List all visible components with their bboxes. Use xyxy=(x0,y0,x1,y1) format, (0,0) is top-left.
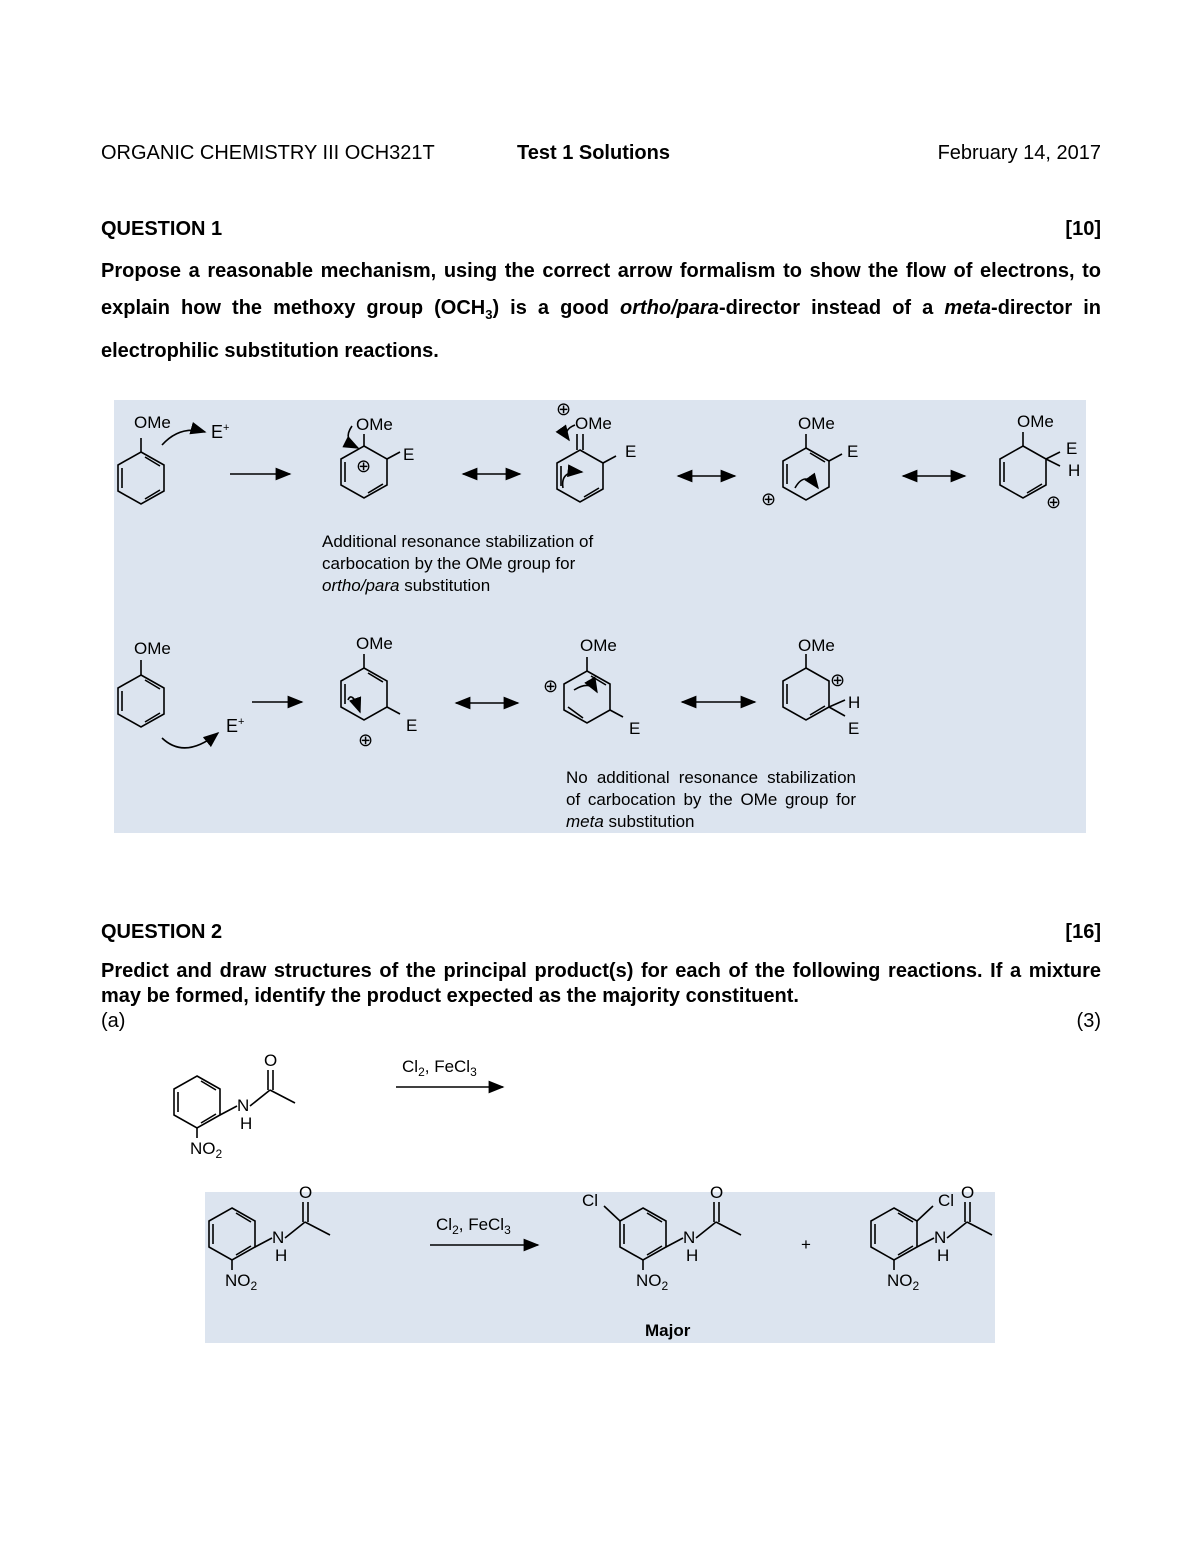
part-a-marks: (3) xyxy=(1076,1010,1101,1032)
document-date: February 14, 2017 xyxy=(937,142,1101,164)
question-2-label: QUESTION 2 xyxy=(101,921,223,943)
ortho-para-caption: Additional resonance stabilization of carbocation by the OMe group for ortho/para substitution xyxy=(322,532,594,595)
question-2-text: Predict and draw structures of the principal product(s) for each of the following reactions. If a mixture may be formed, identify the product expected as the majority constituent. xyxy=(101,960,1101,1007)
svg-text:NO2: $NO_2$ xyxy=(190,1139,223,1161)
svg-text:Cl: Cl xyxy=(938,1191,955,1210)
svg-text:N: N xyxy=(237,1096,250,1115)
svg-text:H: H xyxy=(240,1114,253,1133)
plus-sign: + xyxy=(801,1235,811,1254)
meta-caption: No additional resonance stabilization of carbocation by the OMe group for meta substitution xyxy=(566,768,856,831)
svg-text:N: N xyxy=(683,1228,696,1247)
svg-text:E: E xyxy=(406,716,418,735)
svg-text:OMe: OMe xyxy=(134,639,171,658)
svg-text:N: N xyxy=(934,1228,947,1247)
svg-text:NO2: $NO_2$ xyxy=(887,1271,920,1293)
svg-text:NO2: $NO_2$ xyxy=(636,1271,669,1293)
ome-label: OMe xyxy=(134,413,171,432)
svg-text:⊕: ⊕ xyxy=(1046,492,1062,512)
svg-text:OMe: OMe xyxy=(575,414,612,433)
course-title: ORGANIC CHEMISTRY III OCH321T xyxy=(101,142,435,164)
answer-reagent: $Cl_2$, FeCl$_3$ xyxy=(436,1215,511,1237)
svg-text:O: O xyxy=(264,1051,278,1070)
svg-text:OMe: OMe xyxy=(798,636,835,655)
svg-text:⊕: ⊕ xyxy=(356,456,372,476)
document-title: Test 1 Solutions xyxy=(517,142,670,164)
reaction-diagram xyxy=(0,1030,1200,1360)
svg-text:Cl: Cl xyxy=(582,1191,599,1210)
svg-text:OMe: OMe xyxy=(580,636,617,655)
svg-text:⊕: ⊕ xyxy=(358,730,374,750)
electrophile-label: E+ xyxy=(211,422,230,442)
major-label: Major xyxy=(645,1321,691,1340)
question-1-text: Propose a reasonable mechanism, using the correct arrow formalism to show the flow of electrons, to explain how the methoxy group $(OCH_3)$ is a good ortho/para-director instead of a meta-director in electrophilic substitution reactions. xyxy=(101,260,1101,362)
svg-text:H: H xyxy=(937,1246,950,1265)
svg-text:E: E xyxy=(848,719,860,738)
svg-text:H: H xyxy=(686,1246,699,1265)
svg-text:N: N xyxy=(272,1228,285,1247)
svg-text:H: H xyxy=(1068,461,1081,480)
svg-text:OMe: OMe xyxy=(356,415,393,434)
question-2-marks: [16] xyxy=(1065,921,1101,943)
svg-text:E: E xyxy=(847,442,859,461)
svg-text:O: O xyxy=(961,1183,975,1202)
svg-text:E: E xyxy=(625,442,637,461)
svg-text:E: E xyxy=(629,719,641,738)
svg-text:E: E xyxy=(403,445,415,464)
svg-text:E: E xyxy=(1066,439,1078,458)
svg-text:E+: E+ xyxy=(226,716,245,736)
svg-text:H: H xyxy=(848,693,861,712)
part-a-label: (a) xyxy=(101,1010,126,1032)
svg-text:OMe: OMe xyxy=(798,414,835,433)
svg-text:OMe: OMe xyxy=(356,634,393,653)
svg-text:⊕: ⊕ xyxy=(830,670,846,690)
svg-text:⊕: ⊕ xyxy=(556,399,572,419)
svg-text:NO2: $NO_2$ xyxy=(225,1271,258,1293)
svg-text:OMe: OMe xyxy=(1017,412,1054,431)
svg-text:O: O xyxy=(299,1183,313,1202)
svg-text:O: O xyxy=(710,1183,724,1202)
question-reagent: $Cl_2$, FeCl$_3$ xyxy=(402,1057,477,1079)
question-1-marks: [10] xyxy=(1065,218,1101,240)
svg-text:⊕: ⊕ xyxy=(761,489,777,509)
question-1-label: QUESTION 1 xyxy=(101,218,223,240)
svg-text:⊕: ⊕ xyxy=(543,676,559,696)
svg-text:H: H xyxy=(275,1246,288,1265)
